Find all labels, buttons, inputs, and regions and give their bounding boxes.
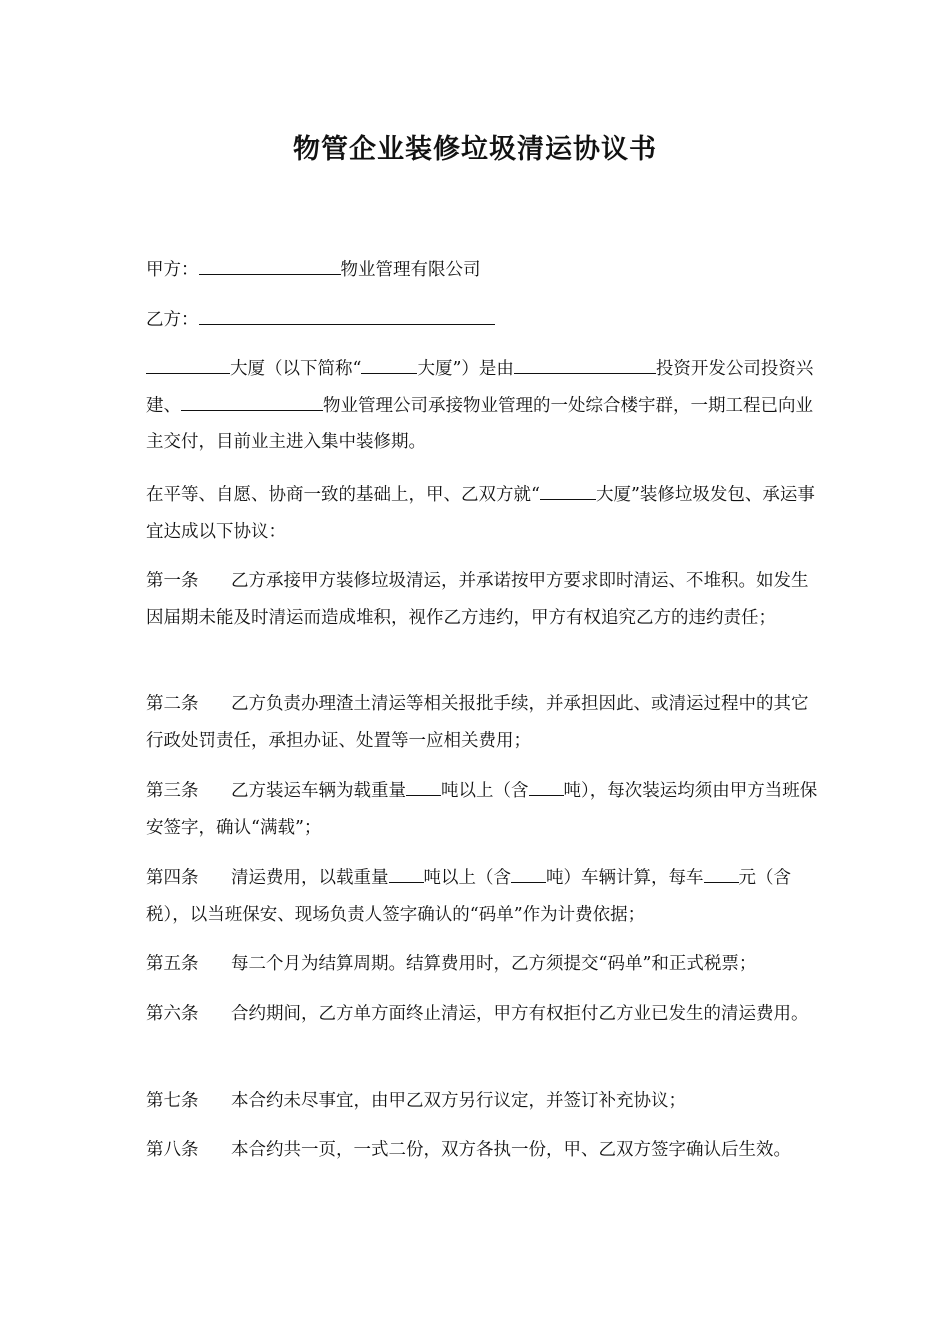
article-1-text: 乙方承接甲方装修垃圾清运，并承诺按甲方要求即时清运、不堆积。如发生因届期未能及时清运而造成堆积，视作乙方违约，甲方有权追究乙方的违约责任； bbox=[146, 571, 809, 628]
basis-building-blank bbox=[540, 481, 596, 500]
article-8-text: 本合约共一页，一式二份，双方各执一份，甲、乙双方签字确认后生效。 bbox=[231, 1140, 791, 1160]
article-7 bbox=[146, 1083, 816, 1119]
basis-text-1: 在平等、自愿、协商一致的基础上，甲、乙双方就“ bbox=[146, 485, 540, 505]
article-1 bbox=[146, 563, 818, 636]
article-2-number: 第二条 bbox=[146, 694, 199, 714]
party-a-name-blank bbox=[199, 256, 341, 275]
article-3-text-2: 吨以上（含 bbox=[441, 781, 529, 801]
article-4-text-3: 吨）车辆计算，每车 bbox=[546, 868, 704, 888]
party-b-name-blank bbox=[199, 306, 495, 325]
article-3 bbox=[146, 773, 818, 846]
article-4-text-1: 清运费用，以载重量 bbox=[231, 868, 389, 888]
price-blank bbox=[704, 864, 739, 883]
article-6 bbox=[146, 996, 818, 1033]
party-a-line bbox=[146, 252, 816, 288]
article-2-text: 乙方负责办理渣土清运等相关报批手续，并承担因此、或清运过程中的其它行政处罚责任，承担办证、处置等一应相关费用； bbox=[146, 694, 809, 751]
tonnage-blank-3 bbox=[389, 864, 424, 883]
article-7-number: 第七条 bbox=[146, 1091, 199, 1111]
intro-text-1: 大厦（以下简称“ bbox=[230, 359, 362, 379]
tonnage-blank-1 bbox=[406, 777, 441, 796]
building-name-blank bbox=[146, 355, 230, 374]
intro-text-4: 物业管理公司承接物业管理的一处综合楼宇群，一期工程已向业主交付，目前业主进入集中装修期。 bbox=[146, 395, 813, 452]
intro-text-3: 投资开发公司投资兴建、 bbox=[146, 359, 814, 416]
article-4-text-2: 吨以上（含 bbox=[423, 868, 511, 888]
intro-text-2: 大厦”）是由 bbox=[417, 359, 514, 379]
article-1-number: 第一条 bbox=[146, 571, 199, 591]
article-8 bbox=[146, 1132, 818, 1169]
article-5-text: 每二个月为结算周期。结算费用时，乙方须提交“码单”和正式税票； bbox=[231, 954, 757, 974]
building-short-name-blank bbox=[361, 355, 417, 374]
party-b-line bbox=[146, 302, 816, 338]
article-4-number: 第四条 bbox=[146, 868, 199, 888]
tonnage-blank-2 bbox=[529, 777, 564, 796]
party-b-label: 乙方： bbox=[146, 310, 199, 330]
article-4-text-4: 元（含税），以当班保安、现场负责人签字确认的“码单”作为计费依据； bbox=[146, 868, 791, 925]
article-4 bbox=[146, 860, 818, 933]
document-title: 物管企业装修垃圾清运协议书 bbox=[293, 134, 657, 165]
basis-paragraph bbox=[146, 477, 818, 550]
article-6-text: 合约期间，乙方单方面终止清运，甲方有权拒付乙方业已发生的清运费用。 bbox=[231, 1004, 809, 1024]
article-7-text: 本合约未尽事宜，由甲乙双方另行议定，并签订补充协议； bbox=[231, 1091, 686, 1111]
party-a-suffix: 物业管理有限公司 bbox=[340, 260, 481, 280]
party-a-label: 甲方： bbox=[146, 260, 199, 280]
article-3-number: 第三条 bbox=[146, 781, 199, 801]
article-5-number: 第五条 bbox=[146, 954, 199, 974]
article-3-text-3: 吨），每次装运均须由甲方当班保安签字，确认“满载”； bbox=[146, 781, 818, 838]
article-5 bbox=[146, 946, 826, 982]
basis-text-2: 大厦”装修垃圾发包、承运事宜达成以下协议： bbox=[146, 485, 815, 542]
intro-paragraph bbox=[146, 351, 818, 461]
developer-name-blank bbox=[514, 355, 656, 374]
article-2 bbox=[146, 686, 818, 759]
property-company-blank bbox=[181, 391, 323, 410]
article-3-text-1: 乙方装运车辆为载重量 bbox=[231, 781, 406, 801]
article-6-number: 第六条 bbox=[146, 1004, 199, 1024]
tonnage-blank-4 bbox=[511, 864, 546, 883]
article-8-number: 第八条 bbox=[146, 1140, 199, 1160]
